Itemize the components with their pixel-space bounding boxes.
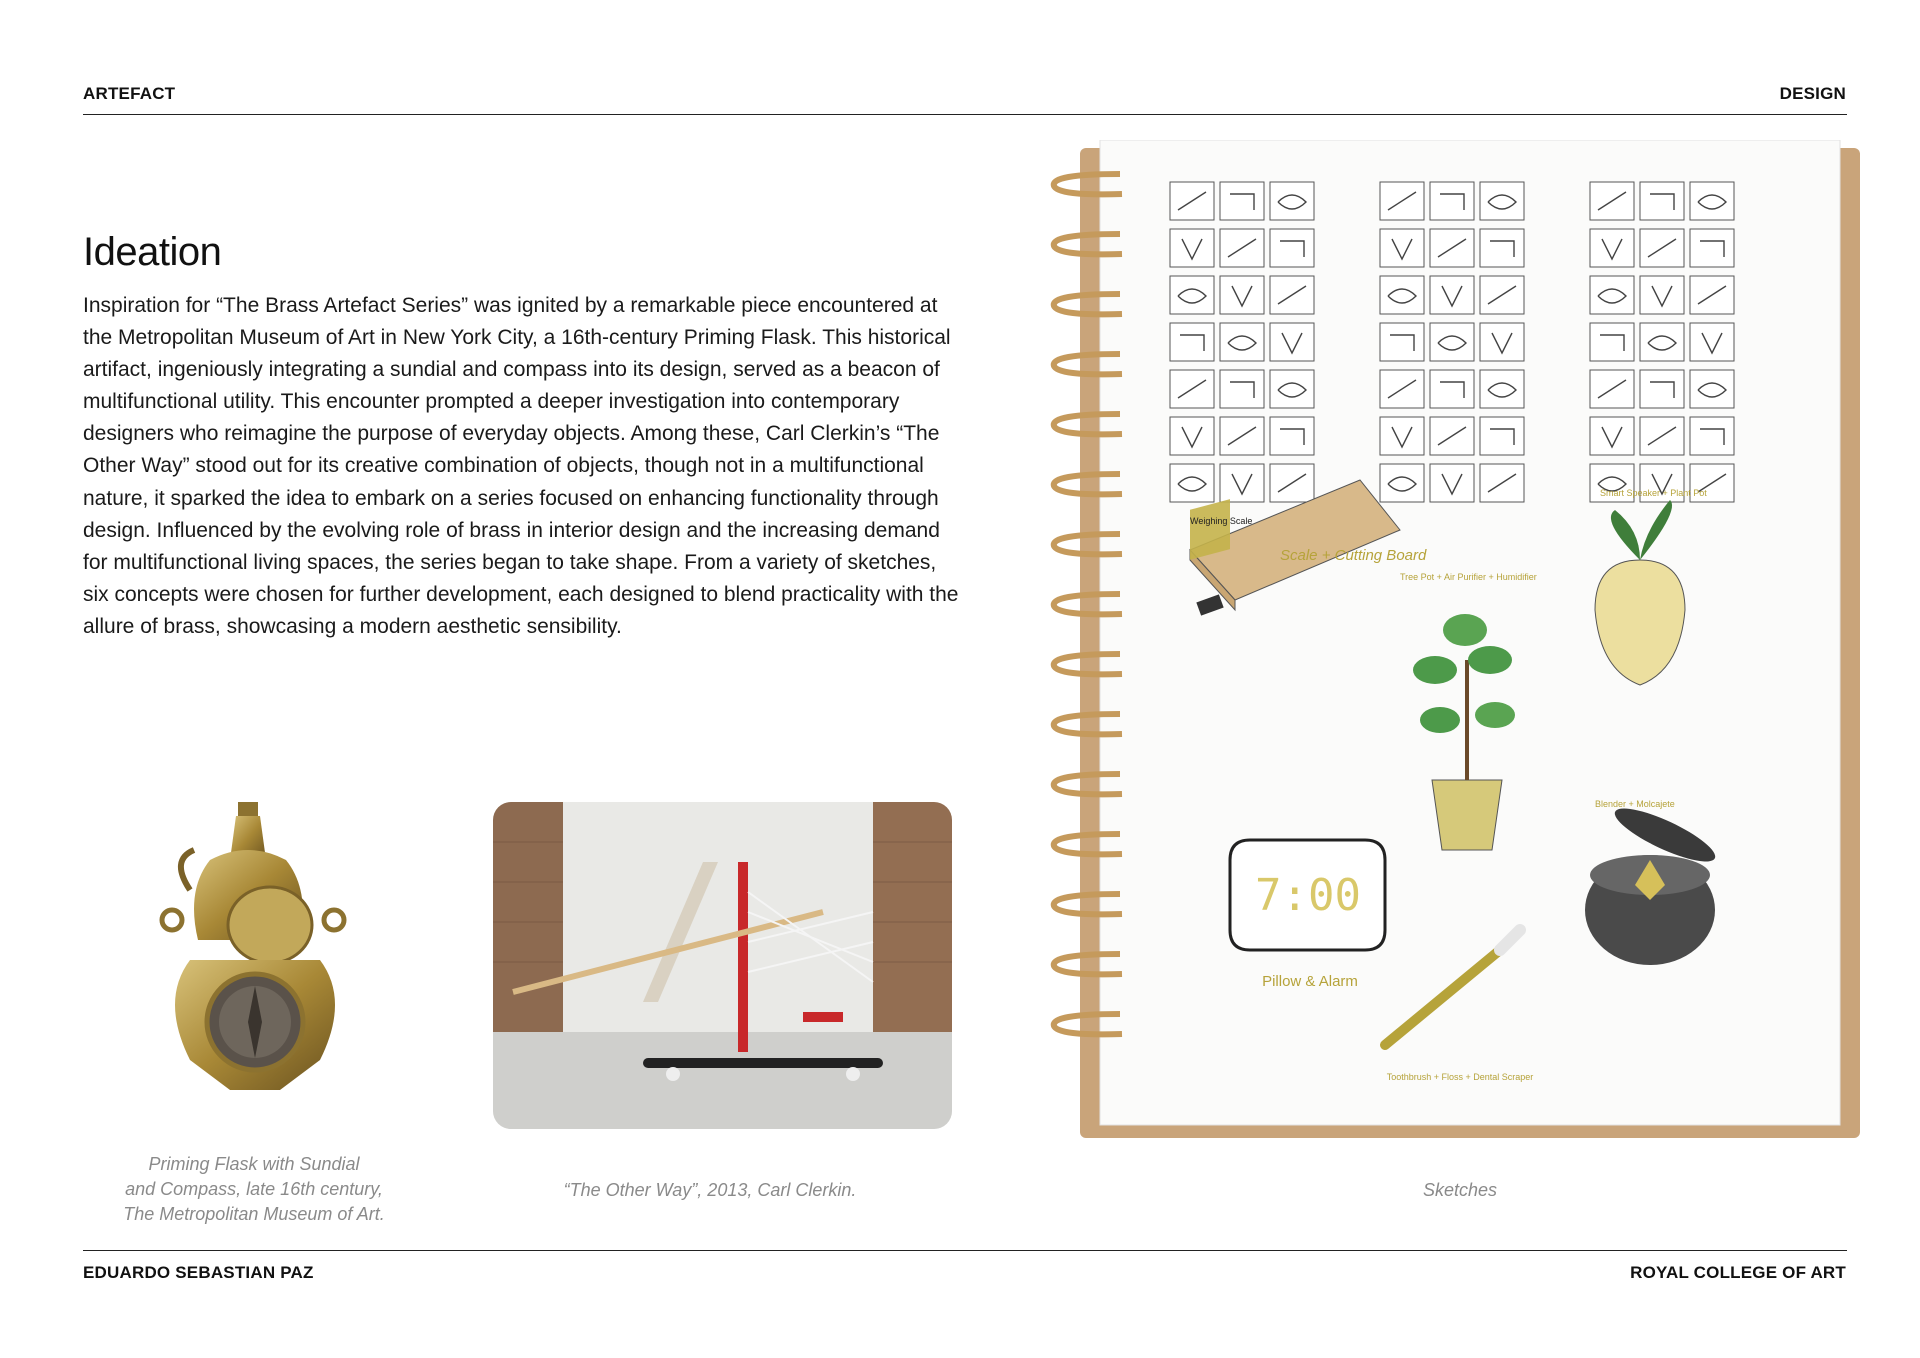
thumbnail-cell xyxy=(1640,182,1684,220)
label-toothbrush-title: Toothbrush + Floss + Dental Scraper xyxy=(1386,1072,1534,1082)
thumbnail-cell xyxy=(1270,370,1314,408)
thumbnail-cell xyxy=(1170,323,1214,361)
thumbnail-cell xyxy=(1590,323,1634,361)
thumbnail-cell xyxy=(1220,276,1264,314)
thumbnail-cell xyxy=(1380,323,1424,361)
label-smart-speaker: Smart Speaker + Plant Pot xyxy=(1600,488,1707,498)
sketches-caption: Sketches xyxy=(1422,1180,1498,1200)
thumbnail-cell xyxy=(1690,323,1734,361)
thumbnail-cell xyxy=(1640,276,1684,314)
sketchbook-image xyxy=(1040,140,1860,1140)
section-body: Inspiration for “The Brass Artefact Series” was ignited by a remarkable piece encountered at the Metropolitan Museum of Art in New York City, a 16th-century Priming Flask. This historical artifact, ingeniously integrating a sundial and compass into its design, served as a beacon of multifunctional utility. This encounter prompted a deeper investigation into contemporary designers who reimagine the purpose of everyday objects. Among these, Carl Clerkin’s “The Other Way” stood out for its creative combination of objects, though not in a multifunctional nature, it sparked the idea to embark on a series focused on enhancing functionality through design. Influenced by the evolving role of brass in interior design and the increasing demand for multifunctional living spaces, the series began to take shape. From a variety of sketches, six concepts were chosen for further development, each designed to blend practicality with the allure of brass, showcasing a modern aesthetic sensibility. xyxy=(83,294,959,638)
thumbnail-cell xyxy=(1640,323,1684,361)
flask-caption: Priming Flask with Sundial and Compass, late 16th century, The Metropolitan Museum of Art. xyxy=(123,1154,385,1224)
thumbnail-cell xyxy=(1590,276,1634,314)
thumbnail-cell xyxy=(1690,417,1734,455)
thumbnail-cell xyxy=(1690,182,1734,220)
thumbnail-cell xyxy=(1590,229,1634,267)
thumbnail-cell xyxy=(1270,417,1314,455)
label-scale-title: Scale + Cutting Board xyxy=(1280,547,1427,564)
thumbnail-cell xyxy=(1430,276,1474,314)
thumbnail-cell xyxy=(1480,417,1524,455)
label-weighing-scale: Weighing Scale xyxy=(1190,516,1253,526)
thumbnail-sketch-grid xyxy=(1170,182,1734,502)
thumbnail-cell xyxy=(1590,417,1634,455)
header-divider xyxy=(83,114,1847,115)
thumbnail-cell xyxy=(1380,276,1424,314)
installation-caption: “The Other Way”, 2013, Carl Clerkin. xyxy=(563,1180,857,1200)
thumbnail-cell xyxy=(1220,182,1264,220)
thumbnail-cell xyxy=(1480,370,1524,408)
thumbnail-cell xyxy=(1170,229,1214,267)
thumbnail-cell xyxy=(1430,464,1474,502)
header-right: DESIGN xyxy=(1779,84,1846,103)
thumbnail-cell xyxy=(1270,182,1314,220)
footer-right: ROYAL COLLEGE OF ART xyxy=(1630,1263,1846,1282)
footer-left: EDUARDO SEBASTIAN PAZ xyxy=(83,1263,314,1282)
thumbnail-cell xyxy=(1430,370,1474,408)
thumbnail-cell xyxy=(1480,182,1524,220)
thumbnail-cell xyxy=(1430,323,1474,361)
thumbnail-cell xyxy=(1640,370,1684,408)
thumbnail-cell xyxy=(1380,229,1424,267)
thumbnail-cell xyxy=(1170,276,1214,314)
thumbnail-cell xyxy=(1690,229,1734,267)
clock-display: 7:00 xyxy=(1255,870,1361,921)
thumbnail-cell xyxy=(1170,417,1214,455)
thumbnail-cell xyxy=(1480,229,1524,267)
thumbnail-cell xyxy=(1380,417,1424,455)
thumbnail-cell xyxy=(1690,370,1734,408)
thumbnail-cell xyxy=(1480,323,1524,361)
the-other-way-photo xyxy=(493,802,952,1129)
thumbnail-cell xyxy=(1380,464,1424,502)
section-title: Ideation xyxy=(83,230,222,274)
thumbnail-cell xyxy=(1220,464,1264,502)
thumbnail-cell xyxy=(1220,323,1264,361)
footer-divider xyxy=(83,1250,1847,1251)
header-left: ARTEFACT xyxy=(83,84,176,103)
thumbnail-cell xyxy=(1170,464,1214,502)
label-pillow-title: Pillow & Alarm xyxy=(1262,973,1358,990)
thumbnail-cell xyxy=(1270,229,1314,267)
priming-flask-image xyxy=(150,800,360,1100)
thumbnail-cell xyxy=(1220,370,1264,408)
thumbnail-cell xyxy=(1430,182,1474,220)
label-blender-title: Blender + Molcajete xyxy=(1595,799,1675,809)
label-tree-pot: Tree Pot + Air Purifier + Humidifier xyxy=(1400,572,1537,582)
thumbnail-cell xyxy=(1270,323,1314,361)
